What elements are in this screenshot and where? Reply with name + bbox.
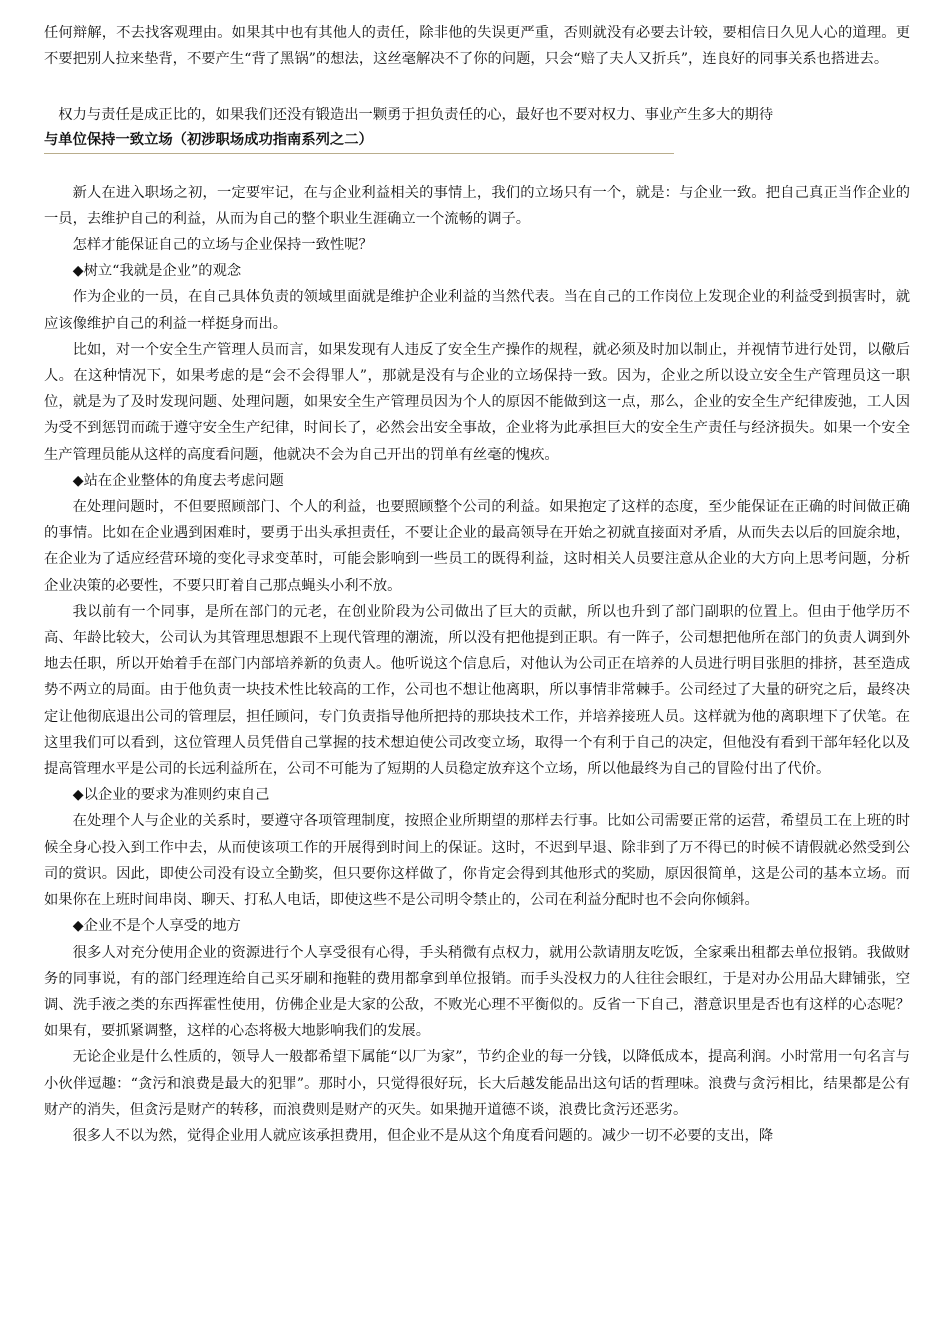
- body-paragraph: 在处理个人与企业的关系时，要遵守各项管理制度，按照企业所期望的那样去行事。比如公司需要正常的运营，希望员工在上班的时候全身心投入到工作中去，从而使该项工作的开展得到时间上的保证。这时，不迟到早退、除非到了万不得已的时候不请假就必然受到公司的赏识。因此，即使公司没有设立全勤奖，但只要你这样做了，你肯定会得到其他形式的奖励，原因很简单，这是公司的基本立场。而如果你在上班时间串岗、聊天、打私人电话，即使这些不是公司明令禁止的，公司在利益分配时也不会向你倾斜。: [44, 813, 910, 909]
- body-paragraph: 在处理问题时，不但要照顾部门、个人的利益，也要照顾整个公司的利益。如果抱定了这样的态度，至少能保证在正确的时间做正确的事情。比如在企业遇到困难时，要勇于出头承担责任，不要让企业的最高领导在开始之初就直接面对矛盾，从而失去以后的回旋余地，在企业为了适应经营环境的变化寻求变革时，可能会影响到一些员工的既得利益，这时相关人员要注意从企业的大方向上思考问题，分析企业决策的必要性，不要只盯着自己那点蝇头小利不放。: [44, 499, 910, 594]
- body-paragraph: 很多人对充分使用企业的资源进行个人享受很有心得，手头稍微有点权力，就用公款请朋友吃饭，全家乘出租都去单位报销。我做财务的同事说，有的部门经理连给自己买牙刷和拖鞋的费用都拿到单位报销。而手头没权力的人往往会眼红，于是对办公用品大肆铺张，空调、洗手液之类的东西挥霍性使用，仿佛企业是大家的公敌，不败光心理不平衡似的。反省一下自己，潜意识里是否也有这样的心态呢？如果有，要抓紧调整，这样的心态将极大地影响我们的发展。: [44, 944, 910, 1040]
- section-title: 与单位保持一致立场（初涉职场成功指南系列之二）: [44, 129, 674, 154]
- intro-closing-paragraph: 权力与责任是成正比的，如果我们还没有锻造出一颗勇于担负责任的心，最好也不要对权力、事业产生多大的期待: [58, 107, 774, 124]
- bullet-heading: ◆站在企业整体的角度去考虑问题: [72, 472, 284, 489]
- bullet-heading: ◆企业不是个人享受的地方: [72, 918, 241, 935]
- bullet-heading: ◆以企业的要求为准则约束自己: [72, 787, 270, 804]
- body-paragraph: 无论企业是什么性质的，领导人一般都希望下属能“以厂为家”，节约企业的每一分钱，以降低成本，提高利润。小时常用一句名言与小伙伴逗趣：“贪污和浪费是最大的犯罪”。那时小，只觉得很好玩，长大后越发能品出这句话的哲理味。浪费与贪污相比，结果都是公有财产的消失，但贪污是财产的转移，而浪费则是财产的灭失。如果抛开道德不谈，浪费比贪污还恶劣。: [44, 1049, 910, 1118]
- body-paragraph: 比如，对一个安全生产管理人员而言，如果发现有人违反了安全生产操作的规程，就必须及时加以制止，并视情节进行处罚，以儆后人。在这种情况下，如果考虑的是“会不会得罪人”，那就是没有与企业的立场保持一致。因为，企业之所以设立安全生产管理员这一职位，就是为了及时发现问题、处理问题，如果安全生产管理员因为个人的原因不能做到这一点，那么，企业的安全生产纪律废弛，工人因为受不到惩罚而疏于遵守安全生产纪律，时间长了，必然会出安全事故，企业将为此承担巨大的安全生产责任与经济损失。如果一个安全生产管理员能从这样的高度看问题，他就决不会为自己开出的罚单有丝毫的愧疚。: [44, 341, 910, 463]
- paragraph-spacer: [44, 72, 910, 102]
- body-paragraph: 怎样才能保证自己的立场与企业保持一致性呢？: [72, 237, 373, 254]
- body-paragraph: 作为企业的一员，在自己具体负责的领域里面就是维护企业利益的当然代表。当在自己的工作岗位上发现企业的利益受到损害时，就应该像维护自己的利益一样挺身而出。: [44, 289, 910, 332]
- body-paragraph: 很多人不以为然，觉得企业用人就应该承担费用，但企业不是从这个角度看问题的。减少一切不必要的支出，降: [72, 1127, 774, 1144]
- bullet-heading: ◆树立“我就是企业”的观念: [72, 263, 242, 280]
- title-spacer: [44, 154, 910, 180]
- document-page: [44, 20, 910, 1149]
- body-paragraph: 新人在进入职场之初，一定要牢记，在与企业利益相关的事情上，我们的立场只有一个，就是：与企业一致。把自己真正当作企业的一员，去维护自己的利益，从而为自己的整个职业生涯确立一个流畅的调子。: [44, 184, 910, 227]
- body-paragraph: 我以前有一个同事，是所在部门的元老，在创业阶段为公司做出了巨大的贡献，所以也升到了部门副职的位置上。但由于他学历不高、年龄比较大，公司认为其管理思想跟不上现代管理的潮流，所以没有把他提到正职。有一阵子，公司想把他所在部门的负责人调到外地去任职，所以开始着手在部门内部培养新的负责人。他听说这个信息后，对他认为公司正在培养的人员进行明目张胆的排挤，甚至造成势不两立的局面。由于他负责一块技术性比较高的工作，公司也不想让他离职，所以事情非常棘手。公司经过了大量的研究之后，最终决定让他彻底退出公司的管理层，担任顾问，专门负责指导他所把持的那块技术工作，并培养接班人员。这样就为他的离职埋下了伏笔。在这里我们可以看到，这位管理人员凭借自己掌握的技术想迫使公司改变立场，取得一个有利于自己的决定，但他没有看到干部年轻化以及提高管理水平是公司的长远利益所在，公司不可能为了短期的人员稳定放弃这个立场，所以他最终为自己的冒险付出了代价。: [44, 603, 910, 778]
- intro-paragraph: 任何辩解，不去找客观理由。如果其中也有其他人的责任，除非他的失误更严重，否则就没有必要去计较，要相信日久见人心的道理。更不要把别人拉来垫背，不要产生“背了黑锅”的想法，这丝毫解决不了你的问题，只会“赔了夫人又折兵”，连良好的同事关系也搭进去。: [44, 25, 910, 68]
